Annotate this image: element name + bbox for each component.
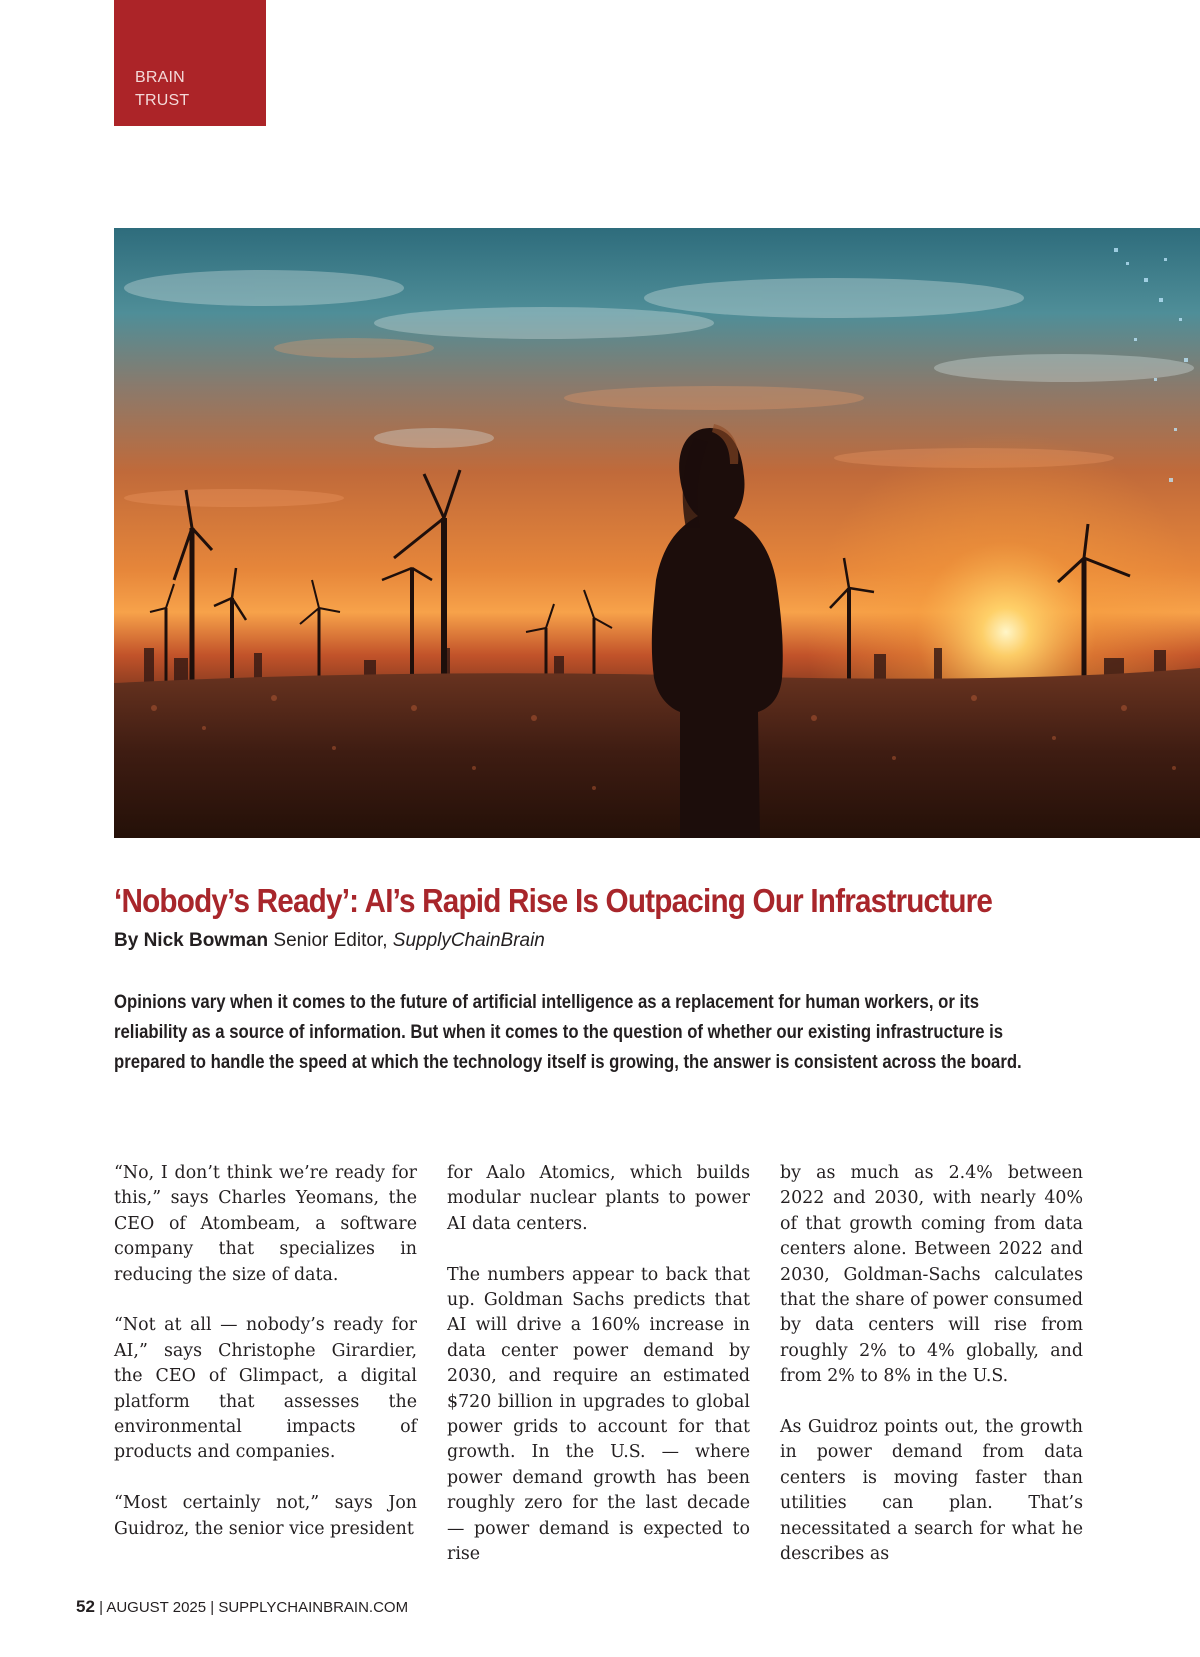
deck-line: reliability as a source of information. But when it comes to the question of whether our existing infrastructure is [114, 1022, 1004, 1043]
page-footer [76, 1597, 408, 1617]
page-number: 52 [76, 1597, 95, 1616]
body-paragraph: The numbers appear to back that up. Goldman Sachs predicts that AI will drive a 160% increase in data center power demand by 2030, and require an estimated $720 billion in upgrades to global power grids to account for that growth. In the U.S. — where power demand growth has been roughly zero for the last decade — power demand is expected to rise [447, 1264, 750, 1565]
hero-image [114, 228, 1200, 838]
body-paragraph: by as much as 2.4% between 2022 and 2030, with nearly 40% of that growth coming from data centers alone. Between 2022 and 2030, Goldman-Sachs calculates that the share of power consumed by data centers will rise from roughly 2% to 4% globally, and from 2% to 8% in the U.S. [780, 1163, 1083, 1387]
footer-issue: | AUGUST 2025 | SUPPLYCHAINBRAIN.COM [94, 1599, 409, 1616]
section-tag [114, 0, 266, 126]
byline-author: By Nick Bowman [114, 930, 269, 951]
article-title: ‘Nobody’s Ready’: AI’s Rapid Rise Is Outpacing Our Infrastructure [114, 882, 993, 919]
body-paragraph: “Not at all — nobody’s ready for AI,” says Christophe Girardier, the CEO of Glimpact, a digital platform that assesses the environmental impacts of products and companies. [114, 1315, 417, 1463]
article-deck [114, 988, 1108, 1078]
body-paragraph: for Aalo Atomics, which builds modular nuclear plants to power AI data centers. [447, 1163, 750, 1234]
body-column-2 [447, 1161, 750, 1593]
body-column-1 [114, 1161, 417, 1567]
byline-publication: SupplyChainBrain [392, 930, 545, 951]
deck-line: prepared to handle the speed at which the technology itself is growing, the answer is consistent across the board. [114, 1052, 1022, 1073]
body-column-3 [780, 1161, 1083, 1593]
byline [114, 930, 545, 952]
section-tag-line1: BRAIN [135, 69, 185, 86]
section-tag-line2: TRUST [135, 92, 190, 109]
byline-role: Senior Editor, [268, 930, 393, 951]
body-paragraph: “Most certainly not,” says Jon Guidroz, the senior vice president [114, 1493, 417, 1539]
body-paragraph: “No, I don’t think we’re ready for this,” says Charles Yeomans, the CEO of Atombeam, a software company that specializes in reducing the size of data. [114, 1163, 417, 1285]
body-paragraph: As Guidroz points out, the growth in power demand from data centers is moving faster than utilities can plan. That’s necessitated a search for what he describes as [780, 1417, 1083, 1565]
deck-line: Opinions vary when it comes to the future of artificial intelligence as a replacement for human workers, or its [114, 992, 980, 1013]
